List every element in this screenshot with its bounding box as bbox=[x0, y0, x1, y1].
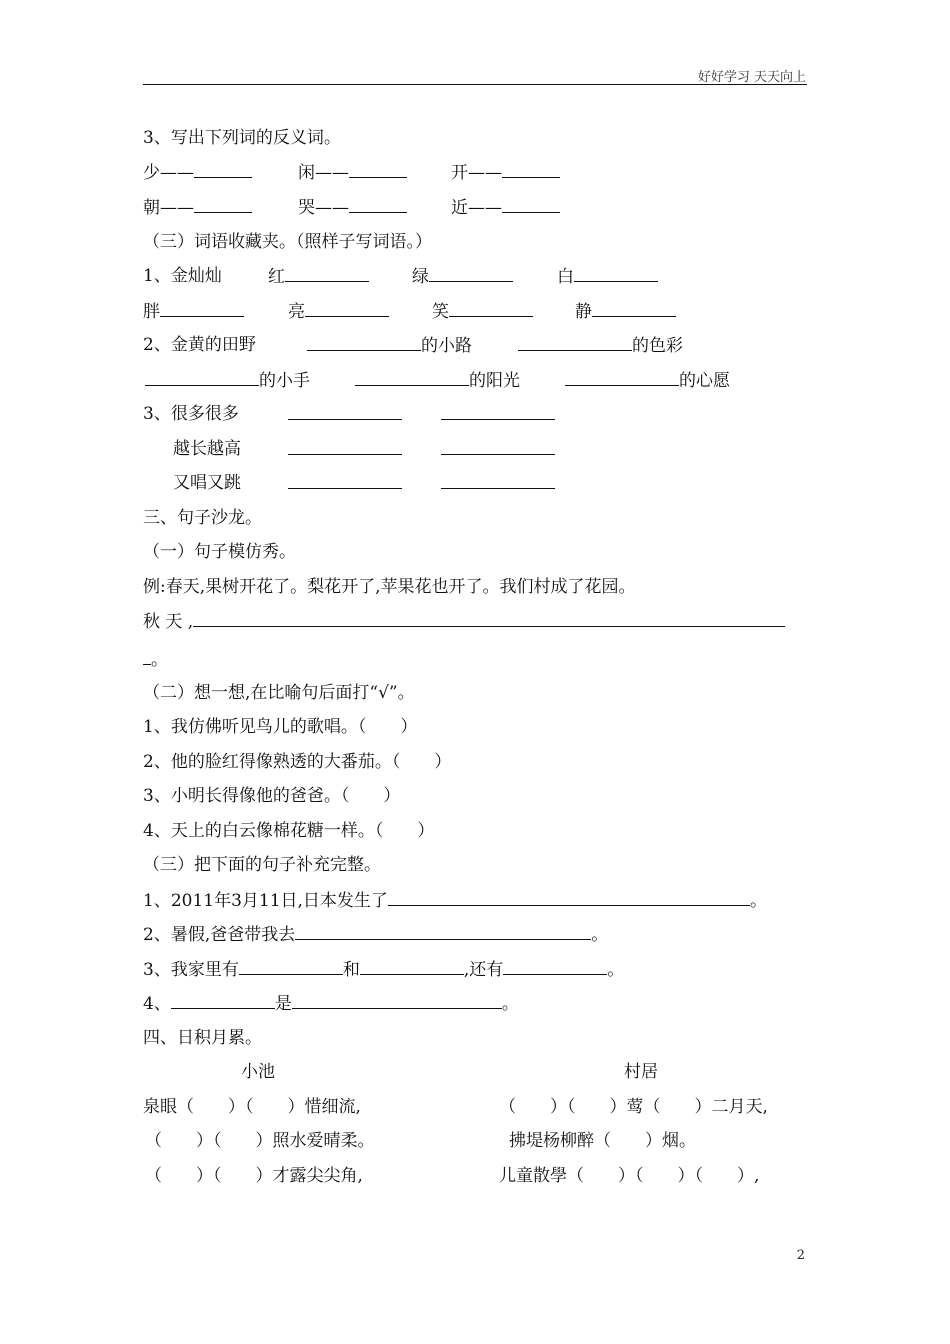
example-sentence: 例:春天,果树开花了。梨花开了,苹果花也开了。我们村成了花园。 bbox=[143, 577, 636, 597]
poem-title: 小池 bbox=[241, 1062, 275, 1082]
word-item: 胖 bbox=[143, 300, 244, 323]
section-title: 三、句子沙龙。 bbox=[143, 508, 262, 528]
poem-line: （ ）（ ）照水爱晴柔。 bbox=[145, 1131, 375, 1151]
answer-blank[interactable] bbox=[388, 889, 750, 906]
answer-blank[interactable] bbox=[292, 992, 502, 1009]
answer-blank-row bbox=[441, 472, 555, 495]
answer-blank[interactable] bbox=[502, 161, 560, 178]
antonym-item: 哭—— bbox=[298, 196, 407, 219]
phrase-item: 的心愿 bbox=[565, 369, 730, 392]
answer-blank[interactable] bbox=[193, 610, 785, 627]
metaphor-item: 3、小明长得像他的爸爸。（ ） bbox=[143, 786, 401, 806]
subsection-title: （一）句子模仿秀。 bbox=[143, 542, 296, 562]
answer-blank[interactable] bbox=[355, 369, 469, 386]
answer-blank[interactable] bbox=[194, 161, 252, 178]
answer-blank[interactable] bbox=[143, 648, 151, 665]
antonyms-title: 3、写出下列词的反义词。 bbox=[143, 128, 341, 148]
header-text: 好好学习 天天向上 bbox=[697, 70, 806, 85]
phrase-item: 的小手 bbox=[145, 369, 310, 392]
answer-blank[interactable] bbox=[349, 196, 407, 213]
subsection-title: （二）想一想,在比喻句后面打“√”。 bbox=[143, 683, 415, 703]
answer-blank[interactable] bbox=[285, 265, 369, 282]
autumn-line: 秋 天 , bbox=[143, 610, 785, 633]
word-item: 红 bbox=[268, 265, 369, 288]
antonym-item: 闲—— bbox=[298, 161, 407, 184]
word-item: 绿 bbox=[412, 265, 513, 288]
antonym-item: 朝—— bbox=[143, 196, 252, 219]
answer-blank[interactable] bbox=[305, 300, 389, 317]
complete-item: 4、 是 。 bbox=[143, 994, 519, 1014]
poem-line: 泉眼（ ）（ ）惜细流, bbox=[143, 1097, 361, 1117]
answer-blank[interactable] bbox=[441, 403, 555, 420]
answer-blank[interactable] bbox=[518, 334, 632, 351]
header-rule bbox=[143, 84, 807, 85]
section-title: 四、日积月累。 bbox=[143, 1028, 262, 1048]
answer-blank-row bbox=[441, 438, 555, 461]
answer-blank[interactable] bbox=[592, 300, 676, 317]
answer-blank[interactable] bbox=[565, 369, 679, 386]
answer-blank[interactable] bbox=[288, 438, 402, 455]
word-item: 亮 bbox=[288, 300, 389, 323]
answer-blank[interactable] bbox=[194, 196, 252, 213]
word-item: 静 bbox=[575, 300, 676, 323]
collection-title: （三）词语收藏夹。（照样子写词语。） bbox=[143, 232, 432, 252]
collection-q3-label: 3、很多很多 bbox=[143, 404, 239, 424]
pattern-word: 又唱又跳 bbox=[173, 473, 241, 493]
antonym-item: 开—— bbox=[451, 161, 560, 184]
collection-q2-label: 2、金黄的田野 bbox=[143, 335, 256, 355]
answer-blank[interactable] bbox=[429, 265, 513, 282]
answer-blank-row bbox=[441, 403, 555, 426]
poem-line: 儿童散學（ ）（ ）（ ）, bbox=[499, 1166, 760, 1186]
answer-blank[interactable] bbox=[288, 472, 402, 489]
word-item: 白 bbox=[557, 265, 658, 288]
answer-blank-row bbox=[288, 438, 402, 461]
complete-item: 2、暑假,爸爸带我去 。 bbox=[143, 925, 609, 945]
phrase-item: 的色彩 bbox=[518, 334, 683, 357]
answer-blank[interactable] bbox=[360, 958, 464, 975]
answer-blank[interactable] bbox=[449, 300, 533, 317]
poem-line: 拂堤杨柳醉（ ）烟。 bbox=[509, 1131, 696, 1151]
phrase-item: 的小路 bbox=[307, 334, 472, 357]
page-number: 2 bbox=[796, 1248, 805, 1263]
answer-blank-row bbox=[288, 403, 402, 426]
answer-blank[interactable] bbox=[502, 196, 560, 213]
autumn-line-end: 。 bbox=[143, 648, 168, 671]
answer-blank[interactable] bbox=[160, 300, 244, 317]
poem-line: （ ）（ ）才露尖尖角, bbox=[145, 1166, 363, 1186]
subsection-title: （三）把下面的句子补充完整。 bbox=[143, 855, 381, 875]
word-item: 笑 bbox=[432, 300, 533, 323]
answer-blank[interactable] bbox=[239, 958, 343, 975]
answer-blank[interactable] bbox=[349, 161, 407, 178]
poem-line: （ ）（ ）莺（ ）二月天, bbox=[499, 1097, 768, 1117]
phrase-item: 的阳光 bbox=[355, 369, 520, 392]
collection-q1-label: 1、金灿灿 bbox=[143, 266, 222, 286]
answer-blank[interactable] bbox=[295, 923, 591, 940]
antonym-item: 近—— bbox=[451, 196, 560, 219]
antonym-item: 少—— bbox=[143, 161, 252, 184]
answer-blank[interactable] bbox=[441, 472, 555, 489]
answer-blank[interactable] bbox=[574, 265, 658, 282]
answer-blank[interactable] bbox=[307, 334, 421, 351]
answer-blank[interactable] bbox=[145, 369, 259, 386]
pattern-word: 越长越高 bbox=[173, 439, 241, 459]
metaphor-item: 2、他的脸红得像熟透的大番茄。（ ） bbox=[143, 752, 452, 772]
metaphor-item: 1、我仿佛听见鸟儿的歌唱。（ ） bbox=[143, 717, 418, 737]
answer-blank[interactable] bbox=[503, 958, 607, 975]
answer-blank[interactable] bbox=[288, 403, 402, 420]
answer-blank-row bbox=[288, 472, 402, 495]
poem-title: 村居 bbox=[624, 1062, 658, 1082]
complete-item: 1、2011年3月11日,日本发生了 。 bbox=[143, 891, 767, 911]
answer-blank[interactable] bbox=[441, 438, 555, 455]
complete-item: 3、我家里有 和 ,还有 。 bbox=[143, 960, 625, 980]
metaphor-item: 4、天上的白云像棉花糖一样。（ ） bbox=[143, 821, 435, 841]
answer-blank[interactable] bbox=[171, 992, 275, 1009]
